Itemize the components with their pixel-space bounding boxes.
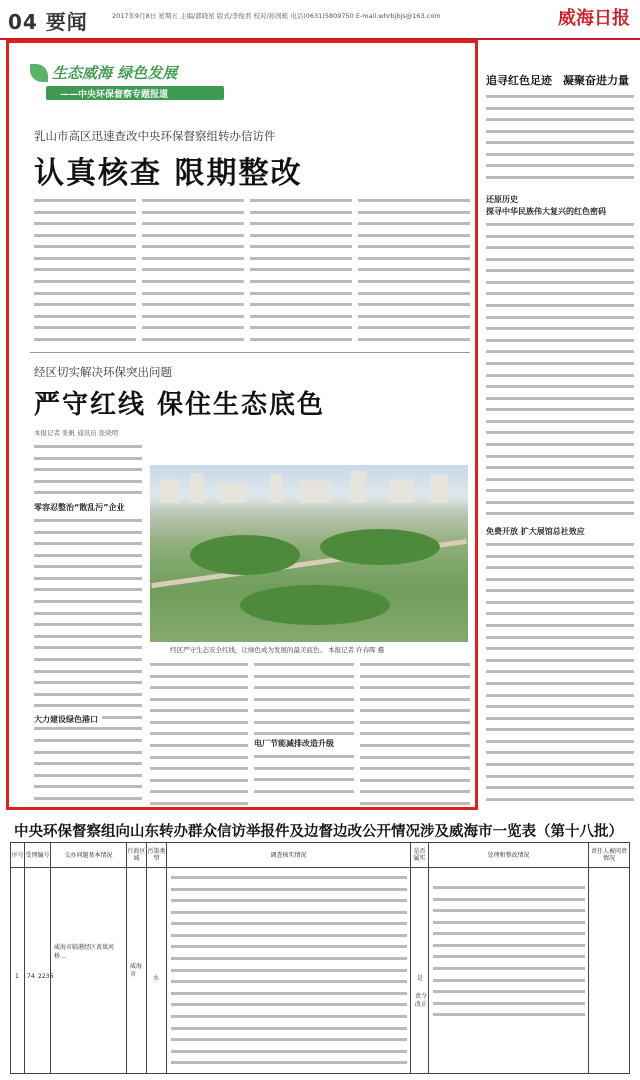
table-title: 中央环保督察组向山东转办群众信访举报件及边督边改公开情况涉及威海市一览表（第十八批） (14, 823, 623, 840)
story1-col-4 (358, 196, 470, 346)
page-header (0, 0, 640, 40)
header-meta: 2017年9月8日 星期五 主编/郭晓星 版式/李俊君 校对/孙国栋 电话(0631)5809750 E-mail:whrbjbjs@163.com (112, 12, 441, 20)
col-header-accountability: 责任人被问责情况 (590, 848, 627, 862)
story2-col-1 (34, 516, 142, 806)
row-seq: 1 (15, 973, 19, 980)
story2-kicker: 经区切实解决环保突出问题 (34, 365, 172, 379)
complaint-table (10, 842, 630, 1074)
right-col-text-3 (486, 540, 634, 808)
story1-kicker: 乳山市高区迅速查改中央环保督察组转办信访件 (34, 129, 276, 143)
story1-headline: 认真核查 限期整改 (34, 156, 303, 191)
story2-subhead-1: 零容忍整治“散乱污”企业 (34, 503, 125, 512)
section-banner (30, 60, 230, 108)
story2-headline: 严守红线 保住生态底色 (34, 390, 326, 420)
row-id: 74 (27, 973, 35, 980)
story3-col-1 (254, 752, 354, 806)
row-investigation-text (171, 873, 407, 1069)
banner-subtitle: ——中央环保督察专题报道 (60, 90, 169, 100)
row-code: 2236 (38, 973, 54, 980)
col-header-verified: 是否属实 (411, 843, 429, 867)
story2-intro (34, 442, 142, 498)
story1-col-2 (142, 196, 244, 346)
right-headline-1: 追寻红色足迹 凝聚奋进力量 (486, 74, 629, 87)
leaf-icon (30, 64, 48, 82)
story1-col-3 (250, 196, 352, 346)
row-type: 水 (153, 975, 160, 982)
photo-park (150, 465, 468, 642)
story3-subhead: 电厂节能减排改造升级 (254, 739, 334, 748)
col-header-issue: 交办问题基本情况 (51, 843, 127, 867)
col-header-region: 行政区域 (127, 843, 147, 867)
page-label: 04 要闻 (8, 10, 88, 34)
story1-col-1 (34, 196, 136, 346)
col-header-type: 污染类型 (147, 843, 167, 867)
story2-subhead-2: 大力建设绿色港口 (34, 714, 102, 725)
right-subhead-1: 还原历史 (486, 195, 518, 204)
right-subhead-2: 探寻中华民族伟大复兴的红色密码 (486, 207, 606, 216)
story2-byline: 本报记者 张帆 通讯员 张晓明 (34, 429, 119, 437)
photo-caption: 经区严守生态安全红线，让绿色成为发展的最美底色。 本报记者 许春晖 摄 (170, 646, 385, 654)
story2-col-4 (360, 660, 470, 806)
row-verified: 是 (417, 975, 424, 982)
col-header-id: 受理编号 (25, 843, 51, 867)
banner-title: 生态威海 绿色发展 (52, 64, 178, 82)
col-header-investigation: 调查核实情况 (167, 843, 411, 867)
row-handling-text (433, 883, 585, 1043)
newspaper-logo: 威海日报 (558, 8, 630, 29)
story-divider (30, 352, 470, 353)
row-status: 责令改正 (415, 993, 428, 1008)
col-header-seq: 序号 (11, 843, 25, 867)
story2-col-2 (150, 660, 248, 806)
right-subhead-3: 免费开放 扩大展馆总社效应 (486, 527, 585, 536)
col-header-handling: 处理和整改情况 (429, 843, 589, 867)
right-col-text-1 (486, 92, 634, 188)
row-issue: 威海市临港经区黄岚河桥… (54, 944, 115, 960)
row-region: 威海市 (130, 963, 143, 978)
right-col-text-2 (486, 220, 634, 520)
